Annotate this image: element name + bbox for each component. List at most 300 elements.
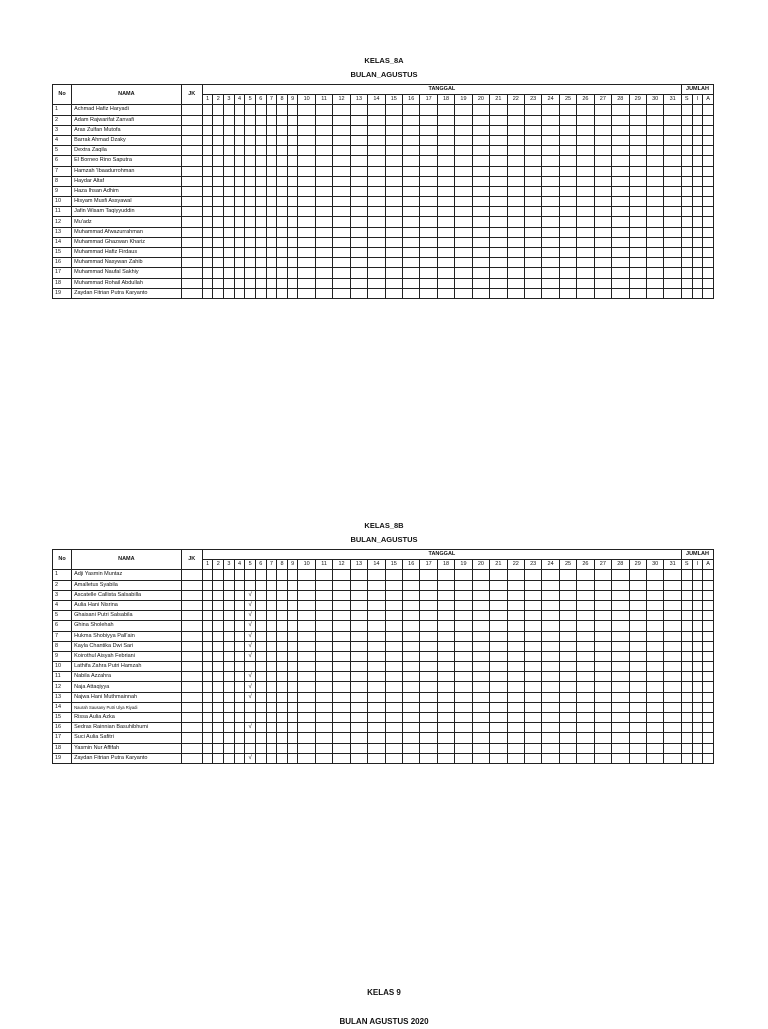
attendance-cell [368,611,385,621]
attendance-cell [287,227,298,237]
attendance-cell [224,733,235,743]
header-day: 15 [385,560,402,570]
table-row [53,580,714,590]
attendance-cell [403,672,420,682]
attendance-cell [266,641,277,651]
header-day: 9 [287,560,298,570]
attendance-cell [420,753,437,763]
attendance-cell [213,186,224,196]
total-a-cell [703,611,714,621]
attendance-cell [455,611,472,621]
attendance-cell [266,258,277,268]
student-jk [181,105,202,115]
attendance-cell [350,702,367,712]
student-name: Muhammad Ghazwan Khariz [72,237,181,247]
attendance-cell [594,227,611,237]
attendance-cell [524,237,541,247]
attendance-cell [224,702,235,712]
attendance-cell [542,268,559,278]
attendance-cell [368,753,385,763]
attendance-cell [266,723,277,733]
total-i-cell [692,570,703,580]
student-name: Naja Attaqiyya [72,682,181,692]
total-i-cell [692,197,703,207]
attendance-cell [287,125,298,135]
attendance-cell [315,207,332,217]
attendance-cell [507,186,524,196]
attendance-cell [224,682,235,692]
attendance-cell [287,166,298,176]
attendance-cell [629,713,646,723]
total-i-cell [692,611,703,621]
attendance-cell [213,641,224,651]
attendance-cell [455,600,472,610]
attendance-cell [315,186,332,196]
attendance-cell [559,570,576,580]
attendance-cell [350,125,367,135]
attendance-cell [350,278,367,288]
header-day: 24 [542,95,559,105]
attendance-cell [287,723,298,733]
attendance-cell [420,641,437,651]
attendance-cell [420,278,437,288]
attendance-cell [202,600,213,610]
attendance-cell [213,743,224,753]
total-s-cell [681,590,692,600]
attendance-cell [213,611,224,621]
attendance-cell [507,662,524,672]
attendance-cell [403,662,420,672]
attendance-cell [629,258,646,268]
attendance-cell: √ [245,682,256,692]
attendance-cell [507,570,524,580]
attendance-cell [333,186,350,196]
attendance-cell [277,651,288,661]
attendance-cell [255,651,266,661]
attendance-cell [298,197,315,207]
attendance-cell [472,580,489,590]
table-row [53,146,714,156]
attendance-cell [266,217,277,227]
attendance-cell [234,105,245,115]
row-number: 12 [53,682,72,692]
attendance-cell [664,207,682,217]
attendance-cell [594,753,611,763]
attendance-cell [559,733,576,743]
attendance-cell [437,207,454,217]
total-i-cell [692,268,703,278]
attendance-cell [577,186,594,196]
student-jk [181,651,202,661]
attendance-cell [524,723,541,733]
attendance-cell [577,207,594,217]
attendance-cell [255,115,266,125]
attendance-cell [315,733,332,743]
attendance-cell [612,146,629,156]
attendance-cell [213,156,224,166]
attendance-cell [664,217,682,227]
attendance-cell [420,682,437,692]
total-i-cell [692,753,703,763]
attendance-cell [507,135,524,145]
attendance-cell [298,570,315,580]
attendance-cell [542,207,559,217]
attendance-cell [234,590,245,600]
attendance-cell [350,600,367,610]
attendance-cell [202,621,213,631]
attendance-cell [594,662,611,672]
attendance-cell [234,146,245,156]
attendance-cell [524,713,541,723]
attendance-cell [234,125,245,135]
total-a-cell [703,237,714,247]
attendance-cell [507,258,524,268]
attendance-cell [287,590,298,600]
attendance-cell [213,146,224,156]
total-s-cell [681,248,692,258]
attendance-cell [350,631,367,641]
attendance-cell [437,621,454,631]
attendance-cell [277,621,288,631]
total-i-cell [692,146,703,156]
attendance-cell [245,186,256,196]
header-date: TANGGAL [202,85,681,95]
table-row [53,288,714,298]
attendance-cell [612,753,629,763]
attendance-cell [266,186,277,196]
student-name: Mu'adz [72,217,181,227]
attendance-cell [403,105,420,115]
header-total-a: A [703,560,714,570]
row-number: 11 [53,672,72,682]
attendance-cell [350,621,367,631]
attendance-cell [202,176,213,186]
attendance-cell [646,186,663,196]
attendance-cell [420,135,437,145]
attendance-cell [277,135,288,145]
attendance-cell [245,166,256,176]
attendance-cell [266,227,277,237]
attendance-cell [277,662,288,672]
header-day: 6 [255,560,266,570]
attendance-cell [594,197,611,207]
attendance-cell [315,248,332,258]
attendance-cell [646,743,663,753]
month-title-8a: BULAN_AGUSTUS [350,70,418,79]
attendance-cell [524,115,541,125]
attendance-cell [350,662,367,672]
attendance-cell [298,248,315,258]
attendance-cell [255,702,266,712]
attendance-cell [524,621,541,631]
attendance-cell [646,227,663,237]
attendance-cell [350,268,367,278]
attendance-cell [213,702,224,712]
header-date: TANGGAL [202,550,681,560]
attendance-cell [542,682,559,692]
attendance-cell [277,723,288,733]
attendance-cell [664,278,682,288]
header-total-a: A [703,95,714,105]
attendance-cell [385,186,402,196]
attendance-cell [350,753,367,763]
attendance-cell [646,248,663,258]
attendance-cell [245,570,256,580]
table-row [53,268,714,278]
attendance-cell [368,217,385,227]
attendance-cell [437,570,454,580]
total-s-cell [681,227,692,237]
attendance-cell [629,641,646,651]
header-day: 31 [664,95,682,105]
attendance-cell [255,743,266,753]
total-s-cell [681,207,692,217]
attendance-cell [350,258,367,268]
attendance-cell [277,217,288,227]
attendance-cell [315,288,332,298]
attendance-cell [437,227,454,237]
attendance-cell [455,237,472,247]
attendance-cell [224,662,235,672]
row-number: 10 [53,197,72,207]
row-number: 18 [53,743,72,753]
attendance-cell [234,135,245,145]
attendance-cell [612,176,629,186]
attendance-cell [490,570,507,580]
row-number: 19 [53,753,72,763]
attendance-cell [277,682,288,692]
attendance-cell [577,227,594,237]
attendance-cell [266,146,277,156]
student-name: Aras Zulfan Mutofa [72,125,181,135]
attendance-cell: √ [245,672,256,682]
attendance-cell [472,733,489,743]
class-title-8b: KELAS_8B [364,521,404,530]
total-i-cell [692,105,703,115]
attendance-cell [403,278,420,288]
attendance-cell [234,186,245,196]
attendance-cell [490,621,507,631]
attendance-cell [266,631,277,641]
student-name: Zaydan Fitrian Putra Karyanto [72,288,181,298]
student-jk [181,672,202,682]
attendance-cell [255,570,266,580]
attendance-cell [385,672,402,682]
attendance-cell [664,288,682,298]
attendance-cell [524,268,541,278]
attendance-cell [629,580,646,590]
attendance-cell [224,743,235,753]
attendance-cell [664,166,682,176]
attendance-cell [224,217,235,227]
attendance-cell [224,258,235,268]
attendance-cell: √ [245,590,256,600]
attendance-cell [577,713,594,723]
attendance-cell [298,146,315,156]
attendance-cell [277,227,288,237]
attendance-cell [646,156,663,166]
attendance-cell [594,268,611,278]
attendance-cell [559,227,576,237]
attendance-cell [629,237,646,247]
attendance-cell [213,723,224,733]
attendance-cell [455,288,472,298]
attendance-cell [298,176,315,186]
attendance-cell [385,176,402,186]
attendance-cell [455,115,472,125]
attendance-cell [455,662,472,672]
student-jk [181,166,202,176]
attendance-cell [368,156,385,166]
attendance-cell [612,682,629,692]
attendance-cell [629,146,646,156]
attendance-cell [287,197,298,207]
total-i-cell [692,651,703,661]
attendance-cell [437,135,454,145]
attendance-cell [472,146,489,156]
attendance-cell [577,600,594,610]
attendance-cell [245,197,256,207]
attendance-cell [245,176,256,186]
attendance-cell [612,156,629,166]
row-number: 8 [53,176,72,186]
attendance-cell [350,207,367,217]
attendance-cell [368,600,385,610]
attendance-cell [420,166,437,176]
student-name: Adam Rajwarifat Zanvafi [72,115,181,125]
attendance-cell [542,146,559,156]
total-a-cell [703,723,714,733]
month-title-8b: BULAN_AGUSTUS [350,535,418,544]
total-s-cell [681,115,692,125]
student-jk [181,631,202,641]
attendance-cell [420,662,437,672]
header-day: 26 [577,560,594,570]
total-a-cell [703,743,714,753]
attendance-cell [507,702,524,712]
attendance-cell [455,207,472,217]
attendance-cell [298,237,315,247]
attendance-cell [224,631,235,641]
attendance-cell [664,743,682,753]
total-i-cell [692,733,703,743]
attendance-cell [507,227,524,237]
attendance-cell [298,651,315,661]
attendance-cell [368,278,385,288]
attendance-cell [234,723,245,733]
attendance-cell [524,125,541,135]
attendance-cell [245,258,256,268]
attendance-cell [368,702,385,712]
attendance-cell [542,186,559,196]
attendance-cell [507,207,524,217]
attendance-cell [472,702,489,712]
attendance-cell [577,135,594,145]
attendance-cell [437,248,454,258]
attendance-cell [385,227,402,237]
attendance-cell [559,580,576,590]
attendance-cell [559,237,576,247]
attendance-cell [245,268,256,278]
header-day: 13 [350,560,367,570]
row-number: 15 [53,713,72,723]
attendance-cell [577,641,594,651]
attendance-cell [420,733,437,743]
attendance-cell [629,125,646,135]
attendance-cell [420,743,437,753]
total-a-cell [703,631,714,641]
attendance-cell [213,570,224,580]
attendance-cell [542,713,559,723]
attendance-cell [472,743,489,753]
attendance-cell [255,621,266,631]
attendance-cell [385,115,402,125]
attendance-cell [577,753,594,763]
attendance-cell [490,258,507,268]
attendance-cell [202,186,213,196]
attendance-cell [277,743,288,753]
attendance-cell [490,611,507,621]
attendance-cell [202,651,213,661]
attendance-cell [385,753,402,763]
attendance-cell [594,125,611,135]
attendance-cell [202,288,213,298]
attendance-cell [202,692,213,702]
attendance-cell [224,590,235,600]
attendance-cell [472,631,489,641]
attendance-cell [403,753,420,763]
row-number: 3 [53,125,72,135]
attendance-cell [403,723,420,733]
attendance-cell [234,580,245,590]
attendance-cell [385,600,402,610]
attendance-cell [507,651,524,661]
attendance-cell [213,753,224,763]
attendance-cell [385,278,402,288]
attendance-cell [315,268,332,278]
attendance-cell [245,125,256,135]
attendance-cell [202,631,213,641]
attendance-cell [455,166,472,176]
attendance-cell [577,248,594,258]
attendance-cell [213,631,224,641]
attendance-cell [612,105,629,115]
class-title-8a: KELAS_8A [364,56,404,65]
attendance-cell [403,258,420,268]
attendance-cell [472,166,489,176]
total-s-cell [681,713,692,723]
attendance-cell [455,125,472,135]
attendance-cell [213,166,224,176]
attendance-cell [437,115,454,125]
attendance-cell [612,621,629,631]
attendance-cell [524,278,541,288]
attendance-cell [629,135,646,145]
attendance-cell [287,288,298,298]
student-jk [181,268,202,278]
table-row [53,651,714,661]
attendance-cell [542,156,559,166]
attendance-cell [437,641,454,651]
total-s-cell [681,702,692,712]
header-day: 23 [524,95,541,105]
attendance-cell [490,713,507,723]
attendance-cell [298,600,315,610]
attendance-cell [420,590,437,600]
student-jk [181,186,202,196]
attendance-cell [368,248,385,258]
attendance-cell [245,278,256,288]
